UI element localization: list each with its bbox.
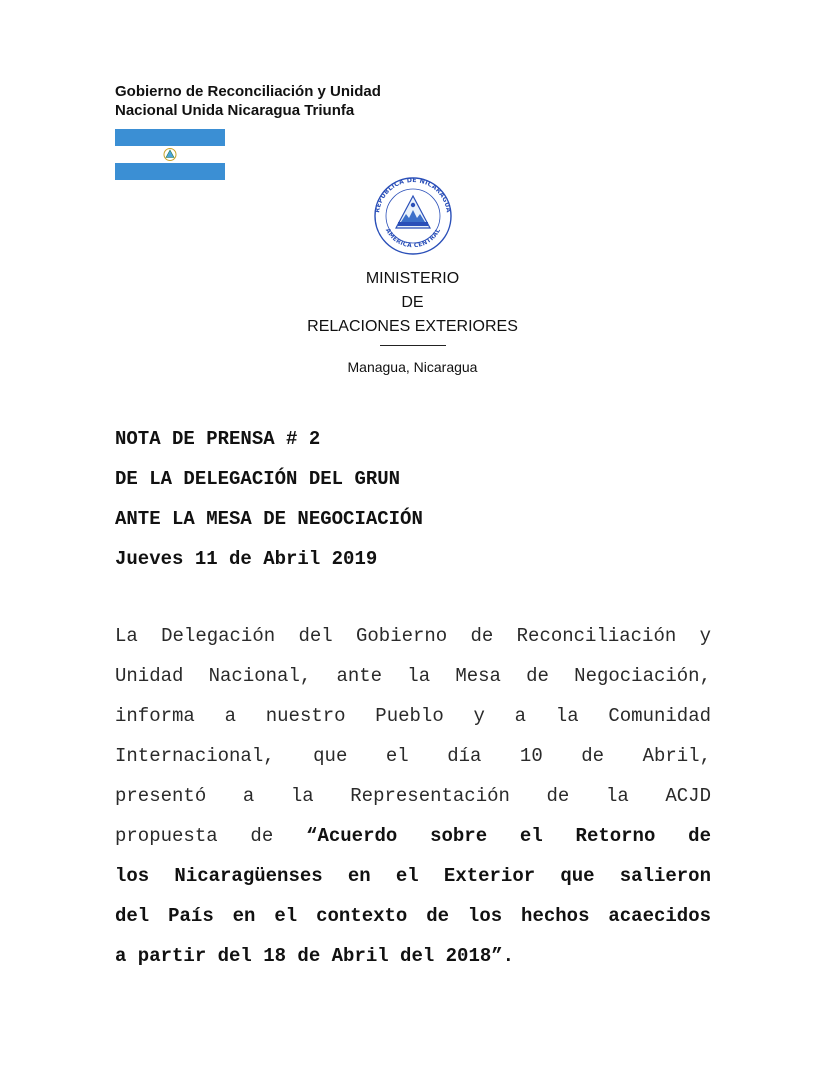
press-subtitle-2: ANTE LA MESA DE NEGOCIACIÓN (115, 508, 423, 530)
svg-text:AMERICA CENTRAL: AMERICA CENTRAL (383, 227, 443, 250)
agreement-title-line: del País en el contexto de los hechos acaecidos (115, 905, 711, 927)
body-line: Unidad Nacional, ante la Mesa de Negociación, (115, 665, 711, 687)
government-header (115, 82, 381, 120)
body-line: La Delegación del Gobierno de Reconciliación y (115, 625, 711, 647)
agreement-title-start: “Acuerdo sobre el Retorno de (306, 825, 711, 847)
svg-text:REPUBLICA DE NICARAGUA: REPUBLICA DE NICARAGUA (374, 176, 452, 214)
press-title: NOTA DE PRENSA # 2 (115, 428, 321, 450)
body-line: presentó a la Representación de la ACJD (115, 785, 711, 807)
divider (380, 345, 446, 346)
body-text-segment: propuesta de (115, 825, 307, 847)
ministry-line-3: RELACIONES EXTERIORES (307, 318, 518, 335)
government-header-line-2: Nacional Unida Nicaragua Triunfa (115, 102, 355, 119)
coat-of-arms-icon (365, 176, 461, 256)
ministry-line-1: MINISTERIO (365, 270, 460, 287)
agreement-title-end: a partir del 18 de Abril del 2018”. (115, 945, 515, 967)
body-line (115, 816, 711, 856)
nicaragua-flag-icon (115, 129, 225, 180)
press-release-body (115, 616, 711, 976)
body-line: informa a nuestro Pueblo y a la Comunidad (115, 705, 711, 727)
government-header-line-1: Gobierno de Reconciliación y Unidad (115, 83, 381, 100)
press-release-heading (115, 419, 423, 579)
agreement-title-line: los Nicaragüenses en el Exterior que salieron (115, 865, 711, 887)
press-subtitle-1: DE LA DELEGACIÓN DEL GRUN (115, 468, 401, 490)
body-line: Internacional, que el día 10 de Abril, (115, 745, 711, 767)
press-date: Jueves 11 de Abril 2019 (115, 548, 378, 570)
ministry-line-2: DE (401, 294, 424, 311)
ministry-title (250, 267, 575, 339)
city-label: Managua, Nicaragua (347, 359, 478, 375)
